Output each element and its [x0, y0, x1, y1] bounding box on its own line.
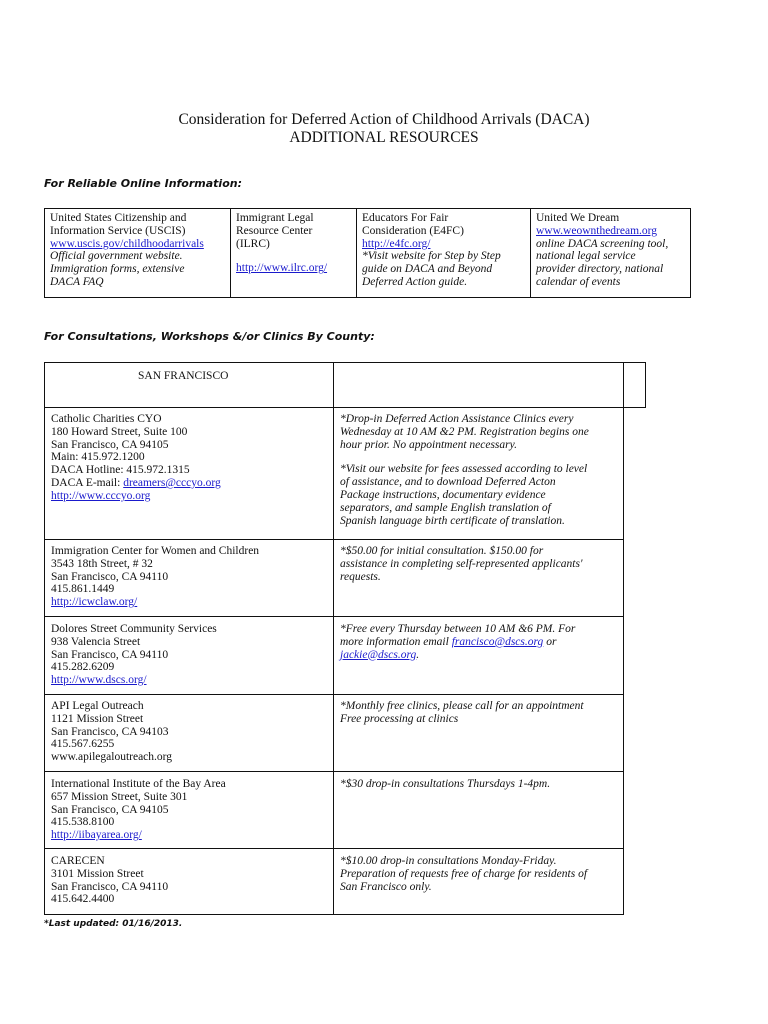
line-text: 938 Valencia Street	[51, 635, 141, 648]
county-table-header-row	[44, 362, 646, 408]
line-text: Main: 415.972.1200	[51, 451, 145, 464]
table-divider	[333, 362, 334, 408]
org-cell	[51, 778, 331, 842]
line-text: online DACA screening tool,	[536, 237, 669, 250]
text-line	[536, 225, 689, 238]
text-line	[340, 700, 622, 713]
line-text: San Francisco, CA 94105	[51, 803, 169, 816]
line-text: Educators For Fair	[362, 212, 449, 224]
text-line	[51, 868, 331, 881]
text-line	[340, 426, 622, 439]
table-divider	[356, 208, 357, 298]
line-text: *Free every Thursday between 10 AM &6 PM. For	[340, 623, 576, 635]
line-text: Immigrant Legal	[236, 212, 314, 224]
line-text: San Francisco, CA 94110	[51, 880, 169, 893]
text-line	[236, 212, 354, 225]
line-prefix: DACA E-mail:	[51, 476, 124, 489]
text-line	[340, 439, 622, 452]
text-line	[536, 263, 689, 276]
table-divider	[333, 407, 334, 915]
text-line	[51, 623, 331, 636]
text-line	[50, 212, 230, 225]
row-divider	[44, 616, 624, 617]
text-line	[236, 225, 354, 238]
link[interactable]: francisco@dscs.org	[451, 635, 544, 648]
row-divider	[44, 694, 624, 695]
text-line	[51, 881, 331, 894]
text-line	[340, 623, 622, 636]
text-line	[340, 413, 622, 426]
line-text: Spanish language birth certificate of translation.	[340, 514, 565, 527]
line-text: 657 Mission Street, Suite 301	[51, 790, 188, 803]
line-text: Official government website.	[50, 250, 183, 263]
line-text: separators, and sample English translation of	[340, 501, 551, 514]
line-text: www.apilegaloutreach.org	[51, 751, 173, 764]
table-divider	[530, 208, 531, 298]
text-line	[51, 738, 331, 751]
text-line	[51, 816, 331, 829]
org-cell	[51, 545, 331, 609]
text-line	[51, 829, 331, 842]
resource-cell-united-we-dream	[536, 212, 689, 289]
text-line	[51, 636, 331, 649]
text-line	[340, 868, 622, 881]
line-text: Resource Center	[236, 224, 313, 237]
text-line	[50, 225, 230, 238]
line-text: hour prior. No appointment necessary.	[340, 438, 517, 451]
row-divider	[44, 771, 624, 772]
line-text: national legal service	[536, 250, 636, 263]
line-spacer	[340, 451, 622, 463]
link[interactable]: http://e4fc.org/	[362, 237, 431, 250]
line-text: *Visit website for Step by Step	[362, 250, 501, 263]
line-text: Deferred Action guide.	[362, 275, 468, 288]
text-line	[340, 855, 622, 868]
resource-cell-ilrc	[236, 212, 354, 275]
text-line	[51, 558, 331, 571]
document-subtitle: ADDITIONAL RESOURCES	[289, 129, 479, 146]
line-text: 415.861.1449	[51, 583, 115, 596]
text-line	[340, 463, 622, 476]
line-text: United States Citizenship and	[50, 212, 187, 224]
line-text: *Drop-in Deferred Action Assistance Clinics every	[340, 413, 574, 425]
online-info-heading: For Reliable Online Information:	[44, 177, 242, 190]
text-line	[51, 583, 331, 596]
text-line	[51, 545, 331, 558]
text-line	[362, 276, 528, 289]
text-line	[340, 502, 622, 515]
line-spacer	[236, 250, 354, 262]
line-text: Immigration forms, extensive	[50, 263, 185, 276]
line-text: 415.567.6255	[51, 738, 115, 751]
table-divider	[230, 208, 231, 298]
line-text: *$50.00 for initial consultation. $150.00 for	[340, 545, 544, 557]
text-line	[340, 649, 622, 662]
text-line	[51, 893, 331, 906]
line-text: 415.282.6209	[51, 661, 115, 674]
line-suffix: .	[416, 648, 420, 661]
text-line	[340, 778, 622, 791]
line-text: Consideration (E4FC)	[362, 224, 464, 237]
line-text: provider directory, national	[536, 263, 664, 276]
link[interactable]: http://www.ilrc.org/	[236, 262, 328, 275]
text-line	[51, 855, 331, 868]
text-line	[236, 238, 354, 251]
info-cell	[340, 855, 622, 893]
text-line	[51, 439, 331, 452]
line-text: San Francisco, CA 94105	[51, 438, 169, 451]
line-text: requests.	[340, 570, 381, 583]
text-line	[51, 596, 331, 609]
line-text: Package instructions, documentary evidence	[340, 488, 546, 501]
text-line	[362, 250, 528, 263]
line-text: Free processing at clinics	[340, 712, 459, 725]
text-line	[340, 713, 622, 726]
text-line	[340, 515, 622, 528]
text-line	[362, 212, 528, 225]
line-text: 415.538.8100	[51, 816, 115, 829]
resource-cell-uscis	[50, 212, 230, 289]
text-line	[51, 426, 331, 439]
line-text: *Monthly free clinics, please call for an appointment	[340, 700, 584, 712]
link[interactable]: http://www.dscs.org/	[51, 674, 147, 687]
line-text: assistance in completing self-represented applicants'	[340, 557, 583, 570]
text-line	[51, 490, 331, 503]
line-text: Wednesday at 10 AM &2 PM. Registration begins one	[340, 425, 589, 438]
text-line	[51, 726, 331, 739]
text-line	[536, 212, 689, 225]
text-line	[50, 276, 230, 289]
row-divider	[44, 848, 624, 849]
text-line	[362, 225, 528, 238]
text-line	[51, 791, 331, 804]
line-text: guide on DACA and Beyond	[362, 263, 493, 276]
text-line	[340, 476, 622, 489]
row-divider	[44, 539, 624, 540]
line-text: 1121 Mission Street	[51, 712, 144, 725]
text-line	[340, 558, 622, 571]
text-line	[362, 238, 528, 251]
line-text: International Institute of the Bay Area	[51, 778, 226, 790]
line-text: *$30 drop-in consultations Thursdays 1-4pm.	[340, 778, 551, 790]
line-text: CARECEN	[51, 855, 105, 867]
link[interactable]: www.weownthedream.org	[536, 224, 658, 237]
info-cell	[340, 413, 622, 527]
text-line	[536, 276, 689, 289]
line-text: DACA Hotline: 415.972.1315	[51, 464, 190, 477]
text-line	[340, 881, 622, 894]
line-suffix: or	[543, 635, 557, 648]
text-line	[50, 238, 230, 251]
line-text: calendar of events	[536, 275, 621, 288]
line-text: San Francisco, CA 94110	[51, 648, 169, 661]
info-cell	[340, 778, 622, 791]
text-line	[51, 778, 331, 791]
line-prefix: more information email	[340, 635, 452, 648]
line-text: DACA FAQ	[50, 275, 104, 288]
line-text: 415.642.4400	[51, 893, 115, 906]
line-text: Catholic Charities CYO	[51, 413, 162, 425]
text-line	[51, 751, 331, 764]
line-text: 3543 18th Street, # 32	[51, 557, 153, 570]
text-line	[51, 674, 331, 687]
info-cell	[340, 545, 622, 583]
text-line	[51, 571, 331, 584]
line-text: United We Dream	[536, 212, 620, 224]
text-line	[51, 700, 331, 713]
info-cell	[340, 623, 622, 661]
text-line	[340, 489, 622, 502]
resource-cell-e4fc	[362, 212, 528, 289]
org-cell	[51, 623, 331, 687]
text-line	[340, 545, 622, 558]
document-title: Consideration for Deferred Action of Childhood Arrivals (DACA)	[178, 111, 590, 128]
link[interactable]: dreamers@cccyo.org	[123, 476, 221, 489]
org-cell	[51, 855, 331, 906]
last-updated-note: *Last updated: 01/16/2013.	[44, 919, 183, 929]
org-cell	[51, 700, 331, 764]
line-text: San Francisco, CA 94103	[51, 725, 169, 738]
text-line	[536, 238, 689, 251]
link[interactable]: www.uscis.gov/childhoodarrivals	[50, 237, 204, 250]
text-line	[340, 571, 622, 584]
county-heading: For Consultations, Workshops &/or Clinics By County:	[44, 330, 375, 343]
line-text: API Legal Outreach	[51, 700, 144, 712]
text-line	[51, 649, 331, 662]
text-line	[51, 477, 331, 490]
line-text: *$10.00 drop-in consultations Monday-Friday.	[340, 855, 557, 867]
text-line	[536, 250, 689, 263]
table-divider	[623, 362, 624, 408]
text-line	[50, 263, 230, 276]
text-line	[340, 636, 622, 649]
text-line	[51, 661, 331, 674]
link[interactable]: http://icwclaw.org/	[51, 596, 138, 609]
text-line	[51, 413, 331, 426]
link[interactable]: jackie@dscs.org	[340, 648, 417, 661]
line-text: 180 Howard Street, Suite 100	[51, 425, 188, 438]
line-text: Preparation of requests free of charge for residents of	[340, 867, 588, 880]
info-cell	[340, 700, 622, 726]
line-text: *Visit our website for fees assessed according to level	[340, 463, 588, 476]
link[interactable]: http://www.cccyo.org	[51, 489, 151, 502]
text-line	[51, 804, 331, 817]
line-text: Information Service (USCIS)	[50, 224, 186, 237]
text-line	[51, 713, 331, 726]
line-text: of assistance, and to download Deferred Acton	[340, 476, 556, 489]
line-text: (ILRC)	[236, 237, 270, 250]
line-text: Dolores Street Community Services	[51, 623, 217, 635]
line-text: Immigration Center for Women and Children	[51, 545, 260, 557]
text-line	[50, 250, 230, 263]
link[interactable]: http://iibayarea.org/	[51, 829, 142, 842]
county-name-header: SAN FRANCISCO	[138, 370, 229, 382]
line-text: San Francisco, CA 94110	[51, 570, 169, 583]
text-line	[51, 464, 331, 477]
text-line	[51, 451, 331, 464]
line-text: San Francisco only.	[340, 880, 432, 893]
line-text: 3101 Mission Street	[51, 867, 144, 880]
text-line	[362, 263, 528, 276]
org-cell	[51, 413, 331, 503]
text-line	[236, 262, 354, 275]
